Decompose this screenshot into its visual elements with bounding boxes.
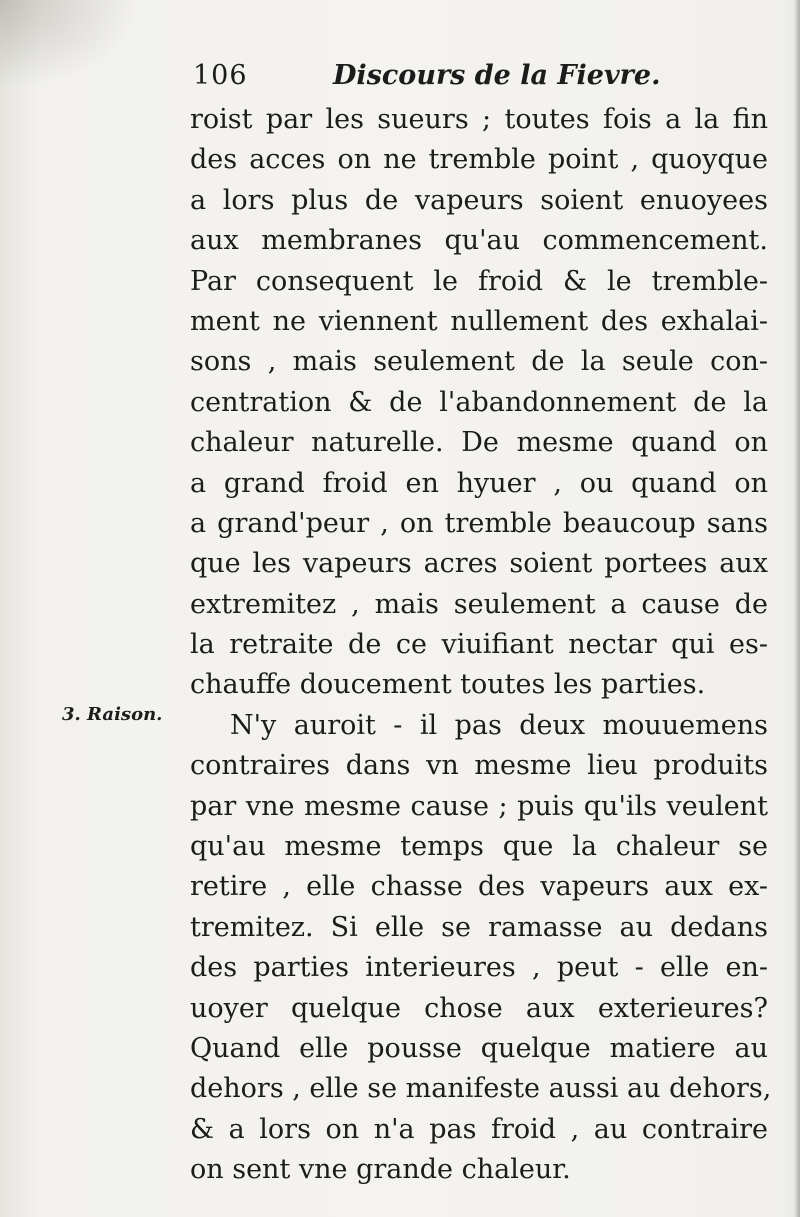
page-header xyxy=(193,56,673,96)
text-line: par vne mesme cause ; puis qu'ils veulent xyxy=(190,790,768,822)
text-line: centration & de l'abandonnement de la xyxy=(190,386,768,418)
margin-note: 3. Raison. xyxy=(62,704,163,725)
text-line: Quand elle pousse quelque matiere au xyxy=(190,1032,768,1064)
text-line: la retraite de ce viuifiant nectar qui es- xyxy=(190,629,768,661)
text-line: qu'au mesme temps que la chaleur se xyxy=(190,831,768,863)
text-line: chaleur naturelle. De mesme quand on xyxy=(190,427,768,459)
text-line: contraires dans vn mesme lieu produits xyxy=(190,750,768,782)
running-title: Discours de la Fievre. xyxy=(333,60,661,91)
text-line: roist par les sueurs ; toutes fois a la fin xyxy=(190,104,768,135)
page-edge-shadow xyxy=(794,0,800,1217)
text-line: a grand froid en hyuer , ou quand on xyxy=(190,467,768,499)
text-line: uoyer quelque chose aux exterieures? xyxy=(190,992,768,1024)
text-line: Par consequent le froid & le tremble- xyxy=(190,265,768,297)
text-line: a lors plus de vapeurs soient enuoyees xyxy=(190,184,768,216)
text-line: que les vapeurs acres soient portees aux xyxy=(190,548,768,580)
text-line: des parties interieures , peut - elle en- xyxy=(190,952,768,984)
text-line: N'y auroit - il pas deux mouuemens xyxy=(230,709,768,741)
text-line: chauffe doucement toutes les parties. xyxy=(190,669,706,701)
text-line: a grand'peur , on tremble beaucoup sans xyxy=(190,507,768,539)
body-text xyxy=(190,100,772,1191)
page-corner-shadow xyxy=(0,0,140,90)
text-line: tremitez. Si elle se ramasse au dedans xyxy=(190,911,768,943)
text-line: dehors , elle se manifeste aussi au dehors, xyxy=(190,1073,772,1105)
page-number: 106 xyxy=(193,60,248,91)
text-line: aux membranes qu'au commencement. xyxy=(190,225,768,257)
text-line: des acces on ne tremble point , quoyque xyxy=(190,144,768,176)
text-line: extremitez , mais seulement a cause de xyxy=(190,588,768,620)
text-line: on sent vne grande chaleur. xyxy=(190,1154,571,1186)
text-line: ment ne viennent nullement des exhalai- xyxy=(190,305,768,337)
text-line: retire , elle chasse des vapeurs aux ex- xyxy=(190,871,768,903)
text-line: sons , mais seulement de la seule con- xyxy=(190,346,768,378)
text-line: & a lors on n'a pas froid , au contraire xyxy=(190,1113,768,1145)
